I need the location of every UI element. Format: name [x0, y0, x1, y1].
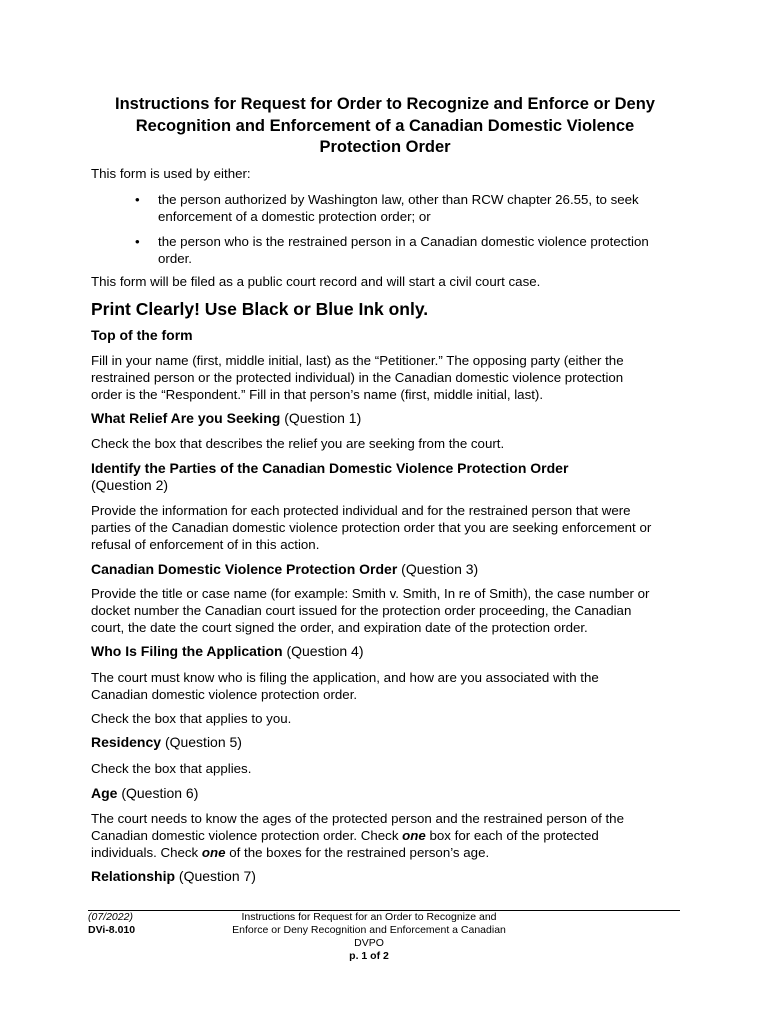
section-text-filing-2: Check the box that applies to you.: [91, 711, 292, 726]
heading-text: Identify the Parties of the Canadian Domestic Violence Protection Order: [91, 460, 569, 476]
bullet-glyph: •: [135, 192, 140, 207]
text-line: The court must know who is filing the application, and how are you associated with the: [91, 670, 599, 685]
section-text-filing: [91, 669, 691, 703]
text-line: Provide the information for each protected individual and for the restrained person that were: [91, 503, 631, 518]
title-line-3: Protection Order: [319, 138, 451, 156]
footer-line: DVPO: [354, 937, 384, 949]
text-line: restrained person or the protected individual) in the Canadian domestic violence protection: [91, 370, 624, 385]
heading-text: Who Is Filing the Application: [91, 643, 283, 659]
text-line: refusal of enforcement of in this action.: [91, 537, 320, 552]
bullet-glyph: •: [135, 234, 140, 249]
footer-date: (07/2022): [88, 911, 133, 923]
intro-text: This form is used by either:: [91, 166, 251, 181]
heading-text: What Relief Are you Seeking: [91, 410, 281, 426]
text-line: Provide the title or case name (for example: Smith v. Smith, In re of Smith), the case number or: [91, 586, 650, 601]
title-line-2: Recognition and Enforcement of a Canadian Domestic Violence: [135, 116, 635, 135]
filed-note: This form will be filed as a public court record and will start a civil court case.: [91, 274, 541, 289]
section-heading-order: [91, 561, 478, 578]
section-heading-residency: [91, 734, 242, 751]
footer-form-id: DVi-8.010: [88, 924, 136, 936]
print-clearly-heading: Print Clearly! Use Black or Blue Ink only.: [91, 299, 429, 319]
question-ref: (Question 7): [178, 868, 256, 884]
question-ref: (Question 3): [401, 561, 479, 577]
question-ref: (Question 1): [284, 410, 362, 426]
text-line: docket number the Canadian court issued for the protection order proceeding, the Canadian: [91, 603, 632, 618]
footer-center: [210, 911, 528, 963]
question-ref: (Question 2): [91, 477, 169, 493]
heading-text: Canadian Domestic Violence Protection Order: [91, 561, 398, 577]
section-text-relief: Check the box that describes the relief you are seeking from the court.: [91, 436, 505, 451]
text-line: Canadian domestic violence protection order. Check one box for each of the protected: [91, 828, 599, 843]
question-ref: (Question 6): [121, 785, 199, 801]
section-text-top: [91, 352, 691, 403]
footer-line: Instructions for Request for an Order to Recognize and: [241, 911, 497, 923]
text-line: parties of the Canadian domestic violence protection order that you are seeking enforcement or: [91, 520, 652, 535]
section-text-age: [91, 810, 691, 861]
emphasis-one: one: [201, 845, 226, 860]
bullet-line: order.: [158, 251, 193, 266]
section-text-parties: [91, 502, 691, 553]
section-heading-relationship: [91, 868, 256, 885]
bullet-line: enforcement of a domestic protection order; or: [158, 209, 431, 224]
document-title: [70, 94, 700, 159]
section-heading-filing: [91, 643, 364, 660]
question-ref: (Question 4): [286, 643, 364, 659]
section-text-order: [91, 585, 691, 636]
section-heading-relief: [91, 410, 361, 427]
bullet-item: [158, 191, 698, 225]
heading-text: Relationship: [91, 868, 176, 884]
text-line: The court needs to know the ages of the protected person and the restrained person of the: [91, 811, 624, 826]
section-heading-parties: [91, 460, 568, 494]
page-number: p. 1 of 2: [349, 950, 389, 962]
text-line: court, the date the court signed the order, and expiration date of the protection order.: [91, 620, 588, 635]
title-line-1: Instructions for Request for Order to Recognize and Enforce or Deny: [115, 95, 655, 113]
bullet-line: the person authorized by Washington law, other than RCW chapter 26.55, to seek: [158, 192, 639, 207]
question-ref: (Question 5): [164, 734, 242, 750]
footer-line: Enforce or Deny Recognition and Enforcement a Canadian: [232, 924, 506, 936]
section-heading-top: [91, 327, 193, 344]
text-line: Canadian domestic violence protection order.: [91, 687, 358, 702]
emphasis-one: one: [402, 828, 426, 843]
heading-text: Age: [91, 785, 118, 801]
section-text-residency: Check the box that applies.: [91, 761, 252, 776]
heading-text: Residency: [91, 734, 162, 750]
text-line: Fill in your name (first, middle initial, last) as the “Petitioner.” The opposing party (either the: [91, 353, 624, 368]
bullet-line: the person who is the restrained person in a Canadian domestic violence protection: [158, 234, 649, 249]
heading-text: Top of the form: [91, 327, 193, 343]
text-line: order is the “Respondent.” Fill in that person’s name (first, middle initial, last).: [91, 387, 544, 402]
text-line: individuals. Check one of the boxes for the restrained person’s age.: [91, 845, 490, 860]
bullet-item: [158, 233, 698, 267]
section-heading-age: [91, 785, 198, 802]
